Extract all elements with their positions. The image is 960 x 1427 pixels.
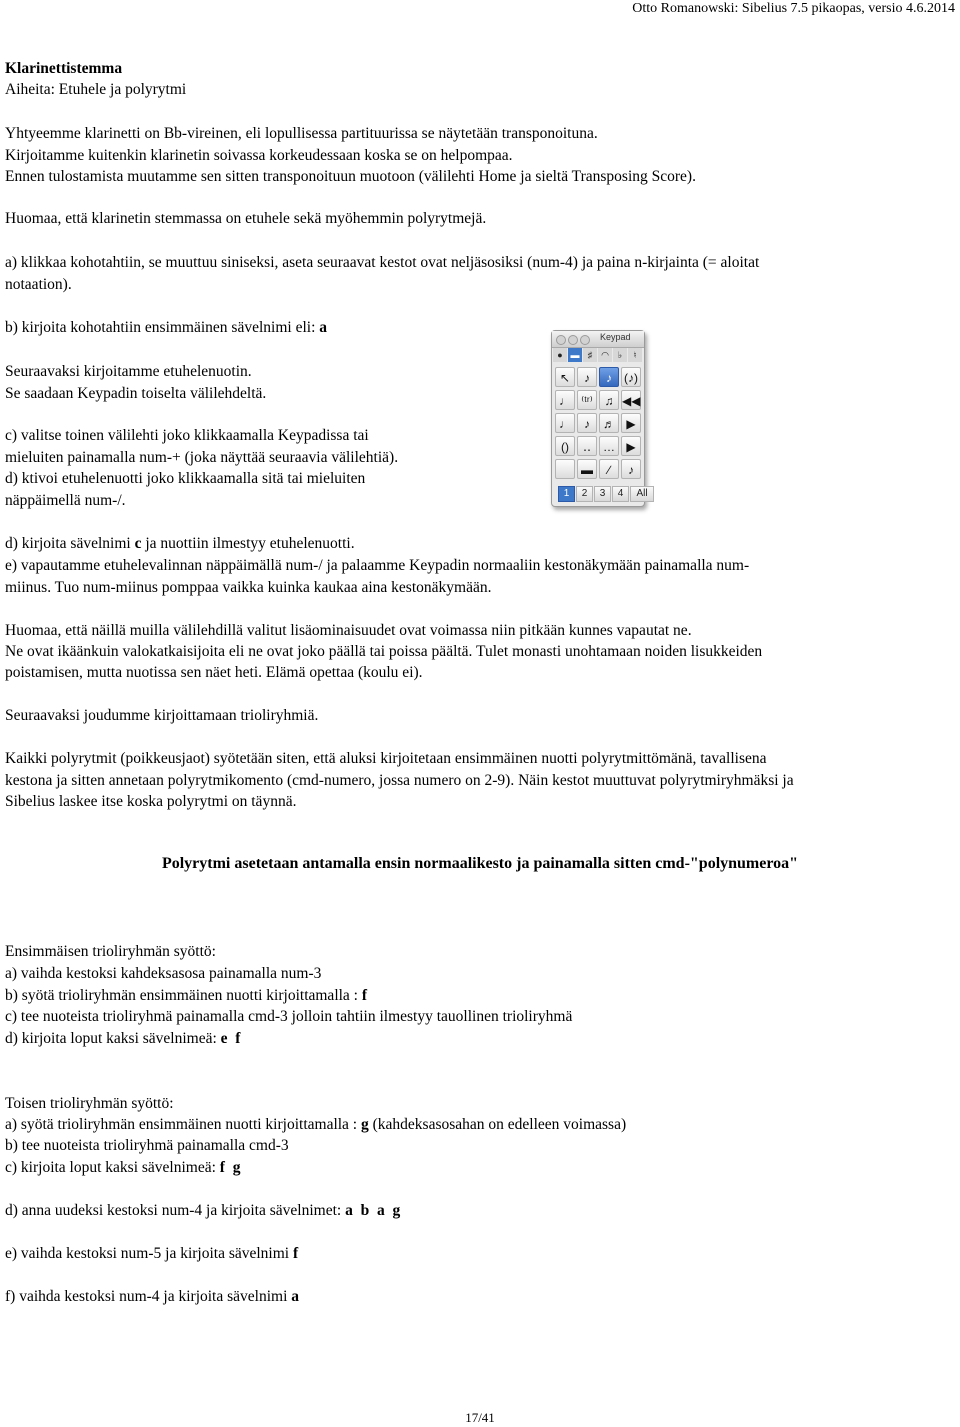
keypad-key-7[interactable]: ♫ (599, 390, 619, 410)
keypad-key-18[interactable]: ▬ (577, 459, 597, 479)
note-name: f g (219, 1159, 241, 1176)
keypad-key-14[interactable]: ‥ (577, 436, 597, 456)
note-name: a b a g (345, 1202, 401, 1219)
step-c-line: mieluiten painamalla num-+ (joka näyttää seuraavia välilehtiä). (5, 449, 399, 466)
keypad-key-15[interactable]: … (599, 436, 619, 456)
note-name: f (292, 1245, 299, 1262)
section-subtitle: Aiheita: Etuhele ja polyrytmi (5, 81, 187, 98)
keypad-key-2[interactable]: ♪ (577, 367, 597, 387)
note-paragraph-line: poistamisen, mutta nuotissa sen näet heti. Elämä opettaa (koulu ei). (5, 664, 423, 681)
note-name: g (361, 1116, 369, 1133)
step-e-line: e) vapautamme etuhelevalinnan näppäimällä num-/ ja palaamme Keypadin normaaliin kestonäkymään painamalla num- (5, 557, 750, 574)
keypad-layout-4[interactable]: 4 (612, 486, 629, 502)
step-d2 (5, 533, 355, 554)
keypad-layout-2[interactable]: 2 (576, 486, 593, 502)
step-d-line: näppäimellä num-/. (5, 492, 126, 509)
zoom-window-icon[interactable] (580, 335, 590, 345)
note-name: a (291, 1288, 300, 1305)
keypad-key-1[interactable]: ↖ (555, 367, 575, 387)
note-paragraph-line: Ne ovat ikäänkuin valokatkaisijoita eli ne ovat joko päällä tai poissa päältä. Tulet monasti unohtamaan noiden lisukkeiden (5, 643, 763, 660)
group2-step (5, 1157, 240, 1178)
keypad-tab-bar (553, 348, 642, 362)
note-name: a (319, 319, 327, 336)
keypad-key-17[interactable] (555, 459, 575, 479)
note-paragraph: Seuraavaksi joudumme kirjoittamaan trioliryhmiä. (5, 707, 319, 724)
keypad-titlebar (552, 331, 644, 348)
step-b-text: b) kirjoita kohotahtiin ensimmäinen sävelnimi eli: (5, 319, 320, 336)
intro-line: Yhtyeemme klarinetti on Bb-vireinen, eli lopullisessa partituurissa se näytetään transponoituna. (5, 125, 598, 142)
keypad-key-4[interactable]: (♪) (621, 367, 641, 387)
group2-heading: Toisen trioliryhmän syöttö: (5, 1095, 174, 1112)
group1-step-text: d) kirjoita loput kaksi sävelnimeä: (5, 1030, 221, 1047)
section-title: Klarinettistemma (5, 60, 123, 77)
note-name: f (361, 987, 368, 1004)
note-paragraph-line: Huomaa, että näillä muilla välilehdillä valitut lisäominaisuudet ovat voimassa niin pitkään kunnes vapautat ne. (5, 622, 692, 639)
keypad-tab-5[interactable]: ♭ (613, 348, 627, 362)
step-c-line: c) valitse toinen välilehti joko klikkaamalla Keypadissa tai (5, 427, 369, 444)
group2-step-text: c) kirjoita loput kaksi sävelnimeä: (5, 1159, 220, 1176)
next-line: Se saadaan Keypadin toiselta välilehdeltä. (5, 385, 267, 402)
keypad-key-10[interactable]: ♪ (577, 413, 597, 433)
keypad-layout-all[interactable]: All (630, 486, 654, 502)
step-a-line: notaation). (5, 276, 72, 293)
keypad-tab-4[interactable]: ◠ (598, 348, 612, 362)
step-d2-text: ja nuottiin ilmestyy etuhelenuotti. (141, 535, 355, 552)
keypad-title: Keypad (600, 332, 631, 342)
keypad-tab-2[interactable]: ▬ (568, 348, 582, 362)
group1-step: c) tee nuoteista trioliryhmä painamalla cmd-3 jolloin tahtiin ilmestyy tauollinen trioliryhmä (5, 1008, 573, 1025)
keypad-key-11[interactable]: ♬ (599, 413, 619, 433)
group2-step: b) tee nuoteista trioliryhmä painamalla cmd-3 (5, 1137, 289, 1154)
highlight-statement: Polyrytmi asetetaan antamalla ensin normaalikesto ja painamalla sitten cmd-"polynumeroa" (161, 855, 799, 872)
group1-step (5, 985, 367, 1006)
group2-step-text: (kahdeksasosahan on edelleen voimassa) (368, 1116, 627, 1133)
polyrhythm-paragraph-line: Kaikki polyrytmit (poikkeusjaot) syötetään siten, että aluksi kirjoitetaan ensimmäinen nuotti polyrytmittömänä, tavallisena (5, 750, 767, 767)
keypad-key-8[interactable]: ◀◀ (621, 390, 641, 410)
group1-step (5, 1028, 240, 1049)
keypad-key-19[interactable]: ∕ (599, 459, 619, 479)
keypad-window (551, 330, 648, 507)
group2-step-text: f) vaihda kestoksi num-4 ja kirjoita sävelnimi (5, 1288, 292, 1305)
step-a-line: a) klikkaa kohotahtiin, se muuttuu siniseksi, aseta seuraavat kestot ovat neljäsosiksi (num-4) ja paina n-kirjainta (= aloitat (5, 254, 760, 271)
intro-line: Ennen tulostamista muutamme sen sitten transponoituun muotoon (välilehti Home ja sieltä Transposing Score). (5, 168, 696, 185)
group2-step (5, 1286, 299, 1307)
step-d-line: d) ktivoi etuhelenuotti joko klikkaamalla sitä tai mieluiten (5, 470, 366, 487)
keypad-key-3[interactable]: ♪ (599, 367, 619, 387)
group2-step-text: d) anna uudeksi kestoksi num-4 ja kirjoita sävelnimet: (5, 1202, 346, 1219)
step-b (5, 317, 327, 338)
keypad-key-13[interactable]: () (555, 436, 575, 456)
step-e-line: miinus. Tuo num-miinus pomppaa vaikka kuinka kaukaa aina kestonäkymään. (5, 579, 492, 596)
group2-step (5, 1243, 298, 1264)
polyrhythm-paragraph-line: Sibelius laskee itse koska polyrytmi on täynnä. (5, 793, 297, 810)
group1-step: a) vaihda kestoksi kahdeksasosa painamalla num-3 (5, 965, 322, 982)
group2-step-text: a) syötä trioliryhmän ensimmäinen nuotti kirjoittamalla : (5, 1116, 361, 1133)
intro-note: Huomaa, että klarinetin stemmassa on etuhele sekä myöhemmin polyrytmejä. (5, 210, 487, 227)
keypad-key-5[interactable]: ♩ (555, 390, 575, 410)
keypad-layout-selector (558, 486, 654, 502)
group2-step (5, 1200, 400, 1221)
keypad-layout-1[interactable]: 1 (558, 486, 575, 502)
keypad-key-grid (555, 367, 641, 479)
keypad-key-6[interactable]: ⁽ᵗʳ⁾ (577, 390, 597, 410)
keypad-key-12[interactable]: ▶ (621, 413, 641, 433)
note-name: c (134, 535, 142, 552)
group1-heading: Ensimmäisen trioliryhmän syöttö: (5, 943, 216, 960)
minimize-window-icon[interactable] (568, 335, 578, 345)
running-header: Otto Romanowski: Sibelius 7.5 pikaopas, versio 4.6.2014 (632, 1, 955, 16)
next-line: Seuraavaksi kirjoitamme etuhelenuotin. (5, 363, 252, 380)
keypad-tab-6[interactable]: ♮ (628, 348, 642, 362)
keypad-layout-3[interactable]: 3 (594, 486, 611, 502)
keypad-tab-1[interactable]: ● (553, 348, 567, 362)
polyrhythm-paragraph-line: kestona ja sitten annetaan polyrytmikomento (cmd-numero, jossa numero on 2-9). Näin kestot muuttuvat polyrytmiryhmäksi ja (5, 772, 794, 789)
keypad-key-20[interactable]: ♪ (621, 459, 641, 479)
note-name: e f (220, 1030, 241, 1047)
keypad-tab-3[interactable]: ♯ (583, 348, 597, 362)
keypad-key-16[interactable]: ▶ (621, 436, 641, 456)
step-d2-text: d) kirjoita sävelnimi (5, 535, 135, 552)
group1-step-text: b) syötä trioliryhmän ensimmäinen nuotti kirjoittamalla : (5, 987, 362, 1004)
intro-line: Kirjoitamme kuitenkin klarinetin soivassa korkeudessaan koska se on helpompaa. (5, 147, 513, 164)
group2-step-text: e) vaihda kestoksi num-5 ja kirjoita sävelnimi (5, 1245, 293, 1262)
keypad-key-9[interactable]: ♩ (555, 413, 575, 433)
close-window-icon[interactable] (556, 335, 566, 345)
group2-step (5, 1114, 626, 1135)
page-number: 17/41 (465, 1410, 495, 1425)
